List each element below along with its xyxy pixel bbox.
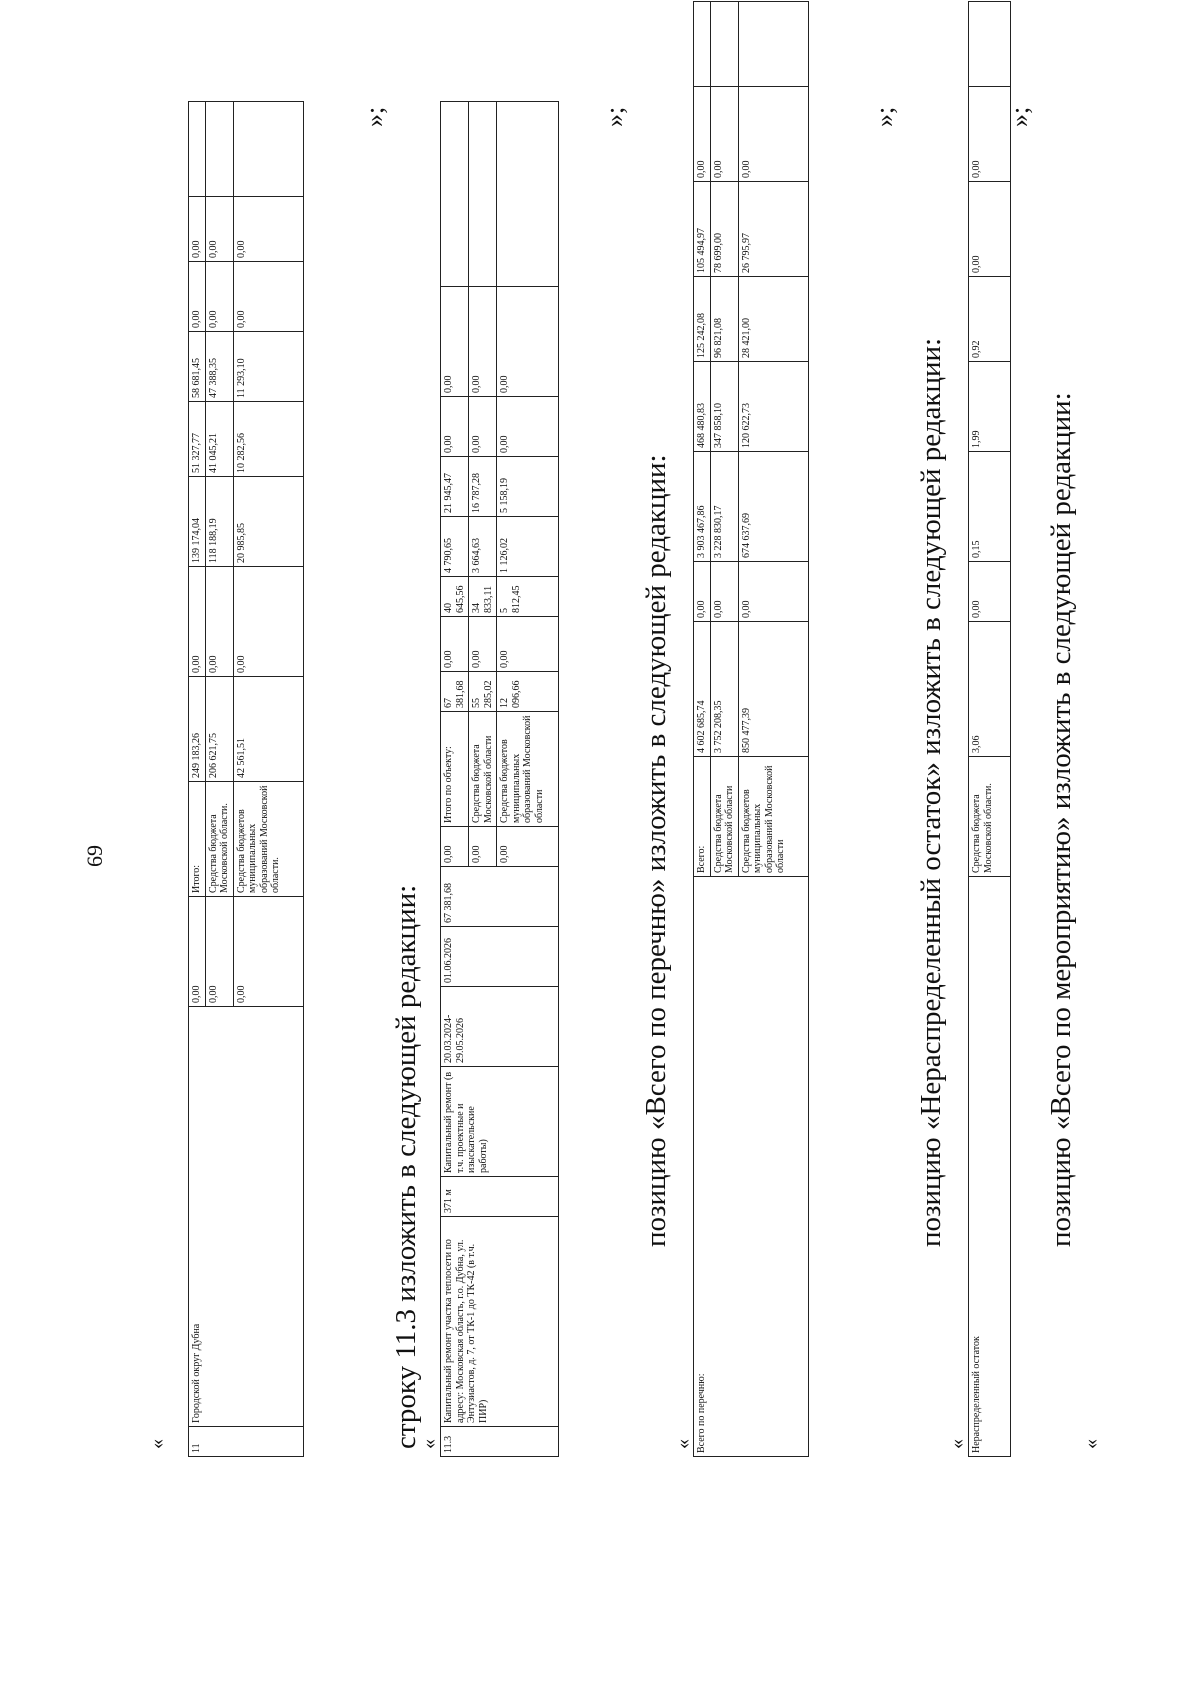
empty-cell	[189, 102, 206, 197]
value-cell: 249 183,26	[189, 677, 206, 782]
empty-cell	[969, 2, 1011, 87]
table-row	[441, 101, 469, 1456]
value-cell: 850 477,39	[738, 622, 808, 757]
value-cell: 0,00	[205, 197, 233, 262]
value-cell: 78 699,00	[710, 182, 738, 277]
table-unallocated	[968, 1, 1011, 1457]
value-cell: 105 494,97	[694, 182, 711, 277]
table-district-dubna	[188, 101, 304, 1457]
value-cell: 4 602 685,74	[694, 622, 711, 757]
value-cell: 0,00	[738, 87, 808, 182]
value-cell: 0,00	[205, 897, 233, 1007]
funding-source: Средства бюджета Московской области	[469, 712, 497, 827]
value-cell: 0,00	[969, 182, 1011, 277]
value-cell: 3 228 830,17	[710, 452, 738, 562]
value-cell: 47 388,35	[205, 332, 233, 402]
funding-source: Всего:	[694, 757, 711, 877]
value-cell: 11 293,10	[233, 332, 303, 402]
value-cell: 26 795,97	[738, 182, 808, 277]
open-quote: «	[146, 1439, 168, 1449]
value-cell: 0,00	[710, 562, 738, 622]
row-name: Нераспределенный остаток	[969, 877, 1011, 1457]
object-length: 371 м	[441, 1177, 559, 1217]
table-row	[694, 2, 711, 1457]
value-cell: 0,00	[441, 287, 469, 397]
row-number: 11	[189, 1427, 304, 1457]
value-cell: 0,00	[969, 562, 1011, 622]
funding-source: Средства бюджетов муниципальных образований Московской области.	[233, 782, 303, 897]
heading-unallocated: позицию «Нераспределенный остаток» изложить в следующей редакции:	[915, 337, 947, 1247]
funding-source: Средства бюджета Московской области.	[969, 757, 1011, 877]
row-number: 11.3	[441, 1427, 559, 1457]
page-number: 69	[82, 845, 107, 867]
heading-row-11-3: строку 11.3 изложить в следующей редакции:	[390, 884, 422, 1449]
value-cell: 0,00	[233, 567, 303, 677]
value-cell: 4 790,65	[441, 517, 469, 577]
value-cell: 0,00	[469, 287, 497, 397]
value-cell: 0,00	[738, 562, 808, 622]
value-cell: 674 637,69	[738, 452, 808, 562]
value-cell: 0,00	[469, 617, 497, 672]
value-cell: 118 188,19	[205, 477, 233, 567]
close-quote: »;	[870, 106, 899, 127]
value-cell: 3 903 467,86	[694, 452, 711, 562]
value-cell: 58 681,45	[189, 332, 206, 402]
value-cell: 0,00	[233, 897, 303, 1007]
value-cell: 21 945,47	[441, 457, 469, 517]
value-cell: 0,00	[205, 567, 233, 677]
value-cell: 0,00	[189, 897, 206, 1007]
funding-source: Итого:	[189, 782, 206, 897]
funding-source: Средства бюджета Московской области	[710, 757, 738, 877]
value-cell: 125 242,08	[694, 277, 711, 362]
empty-cell	[441, 101, 469, 286]
value-cell: 347 858,10	[710, 362, 738, 452]
empty-cell	[233, 102, 303, 197]
value-cell: 0,00	[189, 567, 206, 677]
value-cell: 0,00	[189, 197, 206, 262]
value-cell: 0,00	[189, 262, 206, 332]
value-cell: 0,00	[205, 262, 233, 332]
value-cell: 41 045,21	[205, 402, 233, 477]
value-cell: 0,00	[969, 87, 1011, 182]
open-quote: «	[1080, 1439, 1102, 1449]
value-cell: 120 622,73	[738, 362, 808, 452]
value-cell: 0,00	[233, 262, 303, 332]
empty-cell	[497, 101, 559, 286]
value-cell: 1,99	[969, 362, 1011, 452]
row-name: Всего по перечню:	[694, 877, 809, 1457]
value-cell: 10 282,56	[233, 402, 303, 477]
heading-total-list: позицию «Всего по перечню» изложить в следующей редакции:	[640, 454, 672, 1247]
value-cell: 67 381,68	[441, 672, 469, 712]
row-name: Городской округ Дубна	[189, 1007, 304, 1427]
value-cell: 5 158,19	[497, 457, 559, 517]
funding-source: Итого по объекту:	[441, 712, 469, 827]
value-cell: 0,00	[469, 827, 497, 867]
value-cell: 0,00	[497, 397, 559, 457]
empty-cell	[710, 2, 738, 87]
value-cell: 468 480,83	[694, 362, 711, 452]
value-cell: 40 645,56	[441, 577, 469, 617]
value-cell: 0,00	[441, 617, 469, 672]
total-cost: 67 381,68	[441, 867, 559, 927]
close-quote: »;	[360, 106, 389, 127]
empty-cell	[205, 102, 233, 197]
value-cell: 3 664,63	[469, 517, 497, 577]
funding-source: Средства бюджета Московской области.	[205, 782, 233, 897]
value-cell: 0,00	[497, 617, 559, 672]
empty-cell	[694, 2, 711, 87]
value-cell: 139 174,04	[189, 477, 206, 567]
heading-total-event: позицию «Всего по мероприятию» изложить в следующей редакции:	[1045, 392, 1077, 1247]
value-cell: 42 561,51	[233, 677, 303, 782]
value-cell: 28 421,00	[738, 277, 808, 362]
value-cell: 0,92	[969, 277, 1011, 362]
table-row	[189, 102, 206, 1457]
work-dates: 20.03.2024-29.05.2026	[441, 987, 559, 1067]
value-cell: 34 833,11	[469, 577, 497, 617]
empty-cell	[469, 101, 497, 286]
value-cell: 0,00	[497, 827, 559, 867]
value-cell: 0,00	[441, 397, 469, 457]
value-cell: 51 327,77	[189, 402, 206, 477]
end-date: 01.06.2026	[441, 927, 559, 987]
table-row	[969, 2, 1011, 1457]
open-quote: «	[672, 1439, 694, 1449]
open-quote: «	[946, 1439, 968, 1449]
value-cell: 0,00	[469, 397, 497, 457]
value-cell: 1 126,02	[497, 517, 559, 577]
funding-source: Средства бюджетов муниципальных образований Московской области	[738, 757, 808, 877]
value-cell: 0,00	[497, 287, 559, 397]
value-cell: 0,00	[233, 197, 303, 262]
value-cell: 55 285,02	[469, 672, 497, 712]
object-name: Капитальный ремонт участка теплосети по адресу: Московская область, г.о. Дубна, ул. Энтузиастов, д. 7, от ТК-1 до ТК-42 (в т.ч. ПИР)	[441, 1217, 559, 1427]
funding-source: Средства бюджетов муниципальных образований Московской области	[497, 712, 559, 827]
value-cell: 0,15	[969, 452, 1011, 562]
table-total-list	[693, 1, 809, 1457]
value-cell: 12 096,66	[497, 672, 559, 712]
value-cell: 96 821,08	[710, 277, 738, 362]
close-quote: »;	[600, 106, 629, 127]
value-cell: 3,06	[969, 622, 1011, 757]
close-quote: »;	[1005, 106, 1034, 127]
value-cell: 0,00	[710, 87, 738, 182]
value-cell: 5 812,45	[497, 577, 559, 617]
value-cell: 16 787,28	[469, 457, 497, 517]
value-cell: 20 985,85	[233, 477, 303, 567]
value-cell: 206 621,75	[205, 677, 233, 782]
value-cell: 0,00	[441, 827, 469, 867]
table-row-11-3	[440, 101, 559, 1457]
empty-cell	[738, 2, 808, 87]
value-cell: 0,00	[694, 562, 711, 622]
value-cell: 0,00	[694, 87, 711, 182]
work-type: Капитальный ремонт (в т.ч. проектные и изыскательские работы)	[441, 1067, 559, 1177]
value-cell: 3 752 208,35	[710, 622, 738, 757]
open-quote: «	[418, 1439, 440, 1449]
